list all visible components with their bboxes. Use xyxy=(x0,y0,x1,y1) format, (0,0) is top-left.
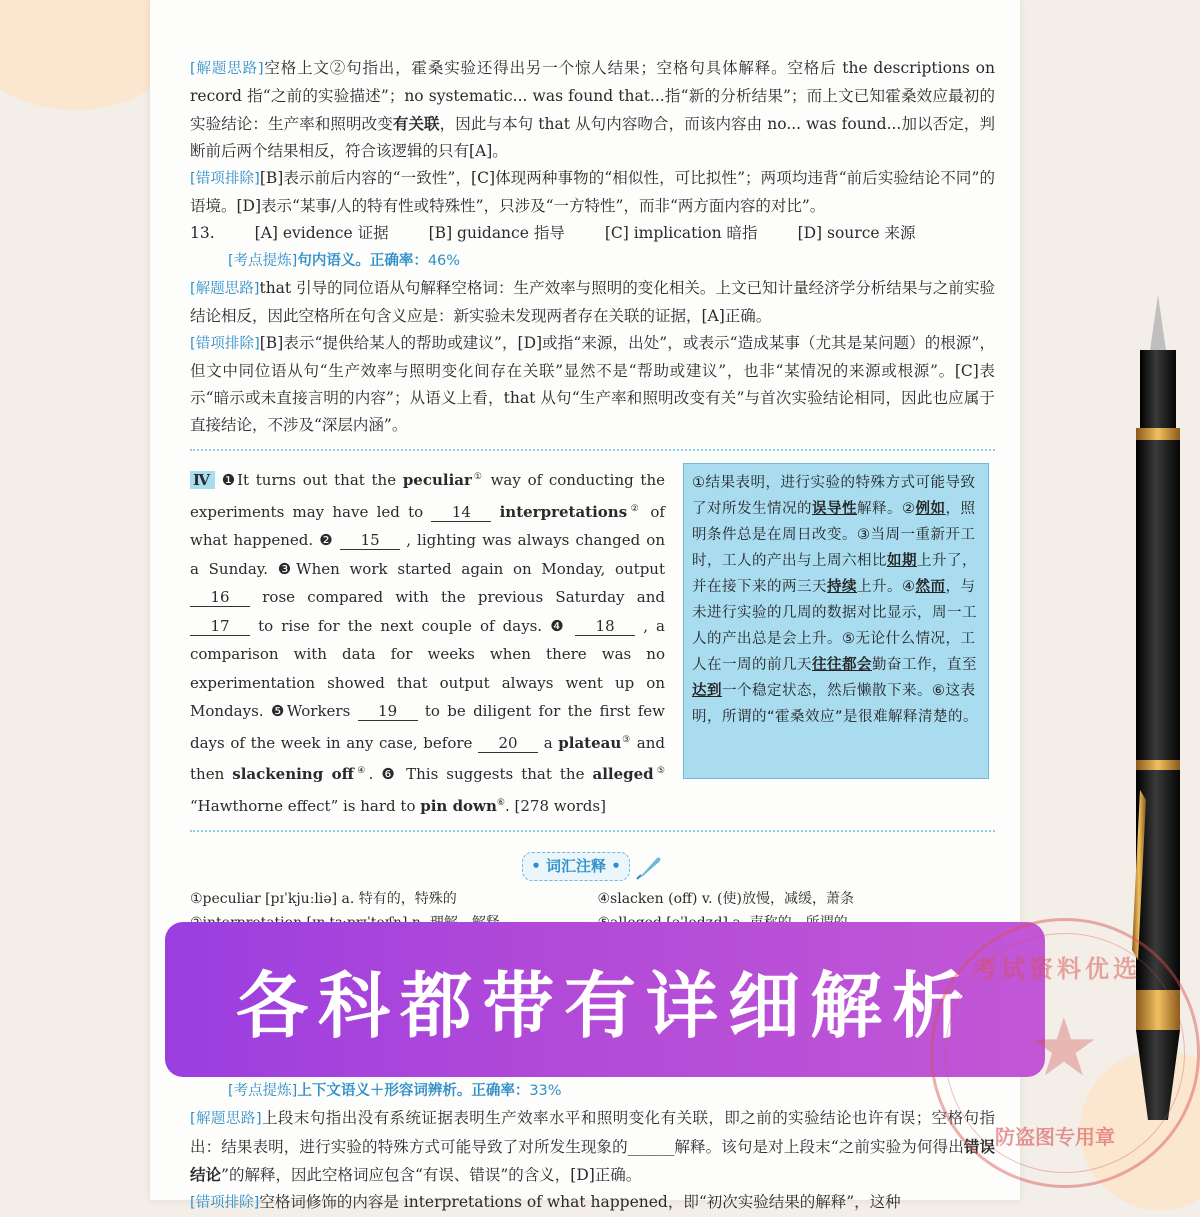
seal-label: 防盗图专用章 xyxy=(995,1125,1115,1149)
translation-key: 达到 xyxy=(692,683,722,699)
accuracy-rate: 46% xyxy=(427,253,461,269)
promo-banner xyxy=(165,922,1045,1077)
footnote-mark: ③ xyxy=(621,734,632,745)
translation-key: 如期 xyxy=(887,553,917,569)
think-tag: [解题思路] xyxy=(190,61,264,77)
vocab-word: alleged xyxy=(592,765,654,783)
q13-point-paragraph xyxy=(190,247,995,275)
think-tag: [解题思路] xyxy=(190,281,260,297)
vocab-item: ①peculiar [pɪˈkjuːliə] a. 特有的，特殊的 xyxy=(190,891,457,907)
page-content xyxy=(190,55,995,935)
translation-text: ①结果表明，进行实验的特殊方式可能导致了对所发生情况的 xyxy=(692,475,976,517)
passage-segment: . ❻ This suggests that the xyxy=(368,765,593,783)
translation-box xyxy=(683,463,989,779)
vocab-word: slackening off xyxy=(232,765,354,783)
q12-wrong-paragraph xyxy=(190,165,995,220)
wrong-tag: [错项排除] xyxy=(190,1195,260,1211)
q13-think-paragraph xyxy=(190,275,995,330)
wrong-text: 空格词修饰的内容是 interpretations of what happened，即“初次实验结果的解释”，这种 xyxy=(259,1193,901,1211)
translation-text: 解释。② xyxy=(857,501,916,517)
vocab-header xyxy=(190,852,995,881)
think-tag: [解题思路] xyxy=(190,1111,262,1127)
blank-17: 17 xyxy=(190,617,250,636)
q12-think-paragraph xyxy=(190,55,995,165)
think-text: 上段末句指出没有系统证据表明生产效率水平和照明变化有关联，即之前的实验结论也许有误；空格句指出：结果表明，进行实验的特殊方式可能导致了对所发生现象的______解释。该句是对上段末“之前实验为何得出 xyxy=(190,1109,995,1156)
blank-15: 15 xyxy=(340,531,400,550)
wrong-tag: [错项排除] xyxy=(190,336,260,352)
translation-key: 例如 xyxy=(915,501,946,517)
accuracy-rate: 33% xyxy=(529,1083,562,1099)
blank-20: 20 xyxy=(478,734,538,753)
passage-segment: to be diligent for the first few days of the week in any case, before xyxy=(190,702,665,752)
vocab-title: • 词汇注释 • xyxy=(522,852,630,881)
wrong-text: [B]表示“提供给某人的帮助或建议”，[D]或指“来源，出处”，或表示“造成某事（尤其是某问题）的根源”，但文中同位语从句“生产效率与照明变化间存在关联”显然不是“帮助或建议”，也非“某情况的来源或根源”。[C]表示“暗示或未直接言明的内容”；从语义上看，that 从句“生产率和照明改变有关”与首次实验结论相同，因此也应属于直接结论，不涉及“深层内涵”。 xyxy=(190,334,995,434)
vocab-item: ④slacken (off) v. (使)放慢，减缓，萧条 xyxy=(597,891,854,907)
vocab-word: interpretations xyxy=(499,502,628,521)
banner-text: 各科都带有详细解析 xyxy=(235,963,974,1048)
blank-18: 18 xyxy=(575,617,635,636)
point-tag: [考点提炼] xyxy=(228,1083,298,1099)
passage-segment: and then xyxy=(190,733,665,783)
translation-text: ，照明条件总是在周日改变。③当周一重新开工时，工人的产出与上周六相比 xyxy=(692,501,976,569)
think-text: that 引导的同位语从句解释空格词：生产效率与照明的变化相关。上文已知计量经济学分析结果与之前实验结论相反，因此空格所在句含义应是：新实验未发现两者存在关联的证据，[A]正确。 xyxy=(190,279,995,325)
translation-key: 往往都会 xyxy=(812,657,872,673)
think-text: ”的解释，因此空格词应包含“有误、错误”的含义，[D]正确。 xyxy=(221,1166,642,1184)
option-c: [C] implication 暗指 xyxy=(604,224,758,242)
seal-arc-text: 考试资料优选 xyxy=(973,955,1141,983)
q14-point-paragraph xyxy=(190,1077,995,1105)
question-number: 13. xyxy=(190,224,215,242)
option-b: [B] guidance 指导 xyxy=(428,224,565,242)
star-icon: ★ xyxy=(1028,1001,1100,1094)
passage-segment: rose compared with the previous Saturday and xyxy=(250,588,665,606)
translation-text: 上升。④ xyxy=(857,579,916,595)
point-text: 上下文语义＋形容词辨析。正确率： xyxy=(297,1083,530,1099)
translation-text: 勤奋工作，直至 xyxy=(872,657,977,673)
quill-icon xyxy=(635,854,663,880)
point-text: 句内语义。正确率： xyxy=(297,253,428,269)
point-tag: [考点提炼] xyxy=(228,253,298,269)
passage-segment: a xyxy=(538,733,559,752)
translation-key: 持续 xyxy=(827,579,857,595)
footnote-mark: ⑥ xyxy=(496,797,505,808)
translation-key: 误导性 xyxy=(812,501,857,517)
section-divider xyxy=(190,830,995,832)
section-divider xyxy=(190,449,995,451)
option-d: [D] source 来源 xyxy=(797,224,916,242)
vocab-word: plateau xyxy=(558,733,622,752)
think-bold: 有关联 xyxy=(392,114,440,133)
passage-segment: . [278 words] xyxy=(504,796,606,815)
blank-14: 14 xyxy=(431,503,491,522)
translation-text: ，与未进行实验的几周的数据对比显示，周一工人的产出总是会上升。⑤无论什么情况，工人在一周的前几天 xyxy=(692,579,977,673)
footnote-mark: ② xyxy=(627,503,643,514)
option-a: [A] evidence 证据 xyxy=(254,224,389,242)
translation-text: 一个稳定状态，然后懒散下来。⑥这表明，所谓的“霍桑效应”是很难解释清楚的。 xyxy=(692,683,979,725)
passage-segment: of what happened. ❷ xyxy=(190,502,665,549)
blank-16: 16 xyxy=(190,588,250,607)
translation-key: 然而 xyxy=(915,579,946,595)
wrong-text: [B]表示前后内容的“一致性”，[C]体现两种事物的“相似性，可比拟性”；两项均违背“前后实验结论不同”的语境。[D]表示“某事/人的特有性或特殊性”，只涉及“一方特性”，而非“两方面内容的对比”。 xyxy=(190,169,995,215)
passage-text xyxy=(190,463,665,820)
passage-segment: way of conducting the experiments may have led to xyxy=(190,471,665,521)
blank-19: 19 xyxy=(358,702,418,721)
translation-text: 上升了，并在接下来的两三天 xyxy=(692,553,977,595)
think-text: 空格上文②句指出，霍桑实验还得出另一个惊人结果；空格句具体解释。空格后 the descriptions on record 指“之前的实验描述”；no systematic... was found that...指“新的分析结果”；而上文已知霍桑效应最初的实验结论：生产率和照明改变 xyxy=(190,59,995,133)
passage-segment: , lighting was always changed on a Sunday. ❸When work started again on Monday, output xyxy=(190,531,665,578)
passage-segment: , a comparison with data for weeks when there was no experimentation showed that output always went up on Mondays. ❺Workers xyxy=(190,616,665,720)
vocab-word: pin down xyxy=(420,796,497,815)
passage-section xyxy=(190,463,995,820)
q14-wrong-paragraph xyxy=(190,1189,995,1217)
wrong-tag: [错项排除] xyxy=(190,171,260,187)
think-bold: 错误结论 xyxy=(190,1137,995,1184)
passage-segment: ❶It turns out that the xyxy=(214,471,403,489)
q13-wrong-paragraph xyxy=(190,330,995,439)
footnote-mark: ④ xyxy=(354,766,369,776)
section-marker: Ⅳ xyxy=(190,471,215,489)
footnote-mark: ① xyxy=(471,472,484,482)
footnote-mark: ⑤ xyxy=(653,766,665,776)
passage-segment: to rise for the next couple of days. ❹ xyxy=(250,616,576,635)
q14-think-paragraph xyxy=(190,1105,995,1189)
think-text: ，因此与本句 that 从句内容吻合，而该内容由 no... was found...加以否定，判断前后两个结果相反，符合该逻辑的只有[A]。 xyxy=(190,115,995,160)
passage-segment: “Hawthorne effect” is hard to xyxy=(190,796,421,815)
q14-analysis xyxy=(190,1077,995,1217)
q13-options xyxy=(190,220,995,247)
vocab-word: peculiar xyxy=(402,471,472,489)
anti-theft-seal xyxy=(930,918,1200,1188)
